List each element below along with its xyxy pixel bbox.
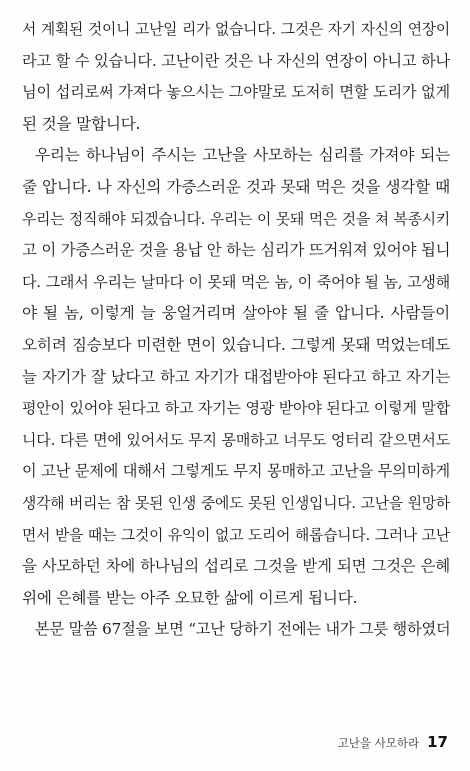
body-text — [22, 14, 450, 646]
text-line: 우리는 하나님이 주시는 고난을 사모하는 심리를 가져야 되는 — [35, 146, 450, 165]
text-line: 면서 받을 때는 그것이 유익이 없고 도리어 해롭습니다. 그러나 고난 — [22, 526, 450, 544]
text-line: 본문 말씀 67절을 보면 “고난 당하기 전에는 내가 그릇 행하였더 — [35, 620, 451, 639]
text-line: 서 계획된 것이니 고난일 리가 없습니다. 그것은 자기 자신의 연장이 — [22, 21, 450, 38]
text-line: 우리는 정직해야 되겠습니다. 우리는 이 못돼 먹은 것을 쳐 복종시키 — [22, 210, 450, 228]
text-line: 다. 그래서 우리는 날마다 이 못돼 먹은 놈, 이 죽어야 될 놈, 고생해 — [22, 272, 450, 291]
text-line: 평안이 있어야 된다고 하고 자기는 영광 받아야 된다고 이렇게 말합 — [22, 399, 450, 418]
page-number: 17 — [427, 733, 448, 751]
text-line: 야 될 놈, 이렇게 늘 웅얼거리며 살아야 될 줄 압니다. 사람들이 — [22, 304, 450, 323]
text-line: 님이 섭리로써 가져다 놓으시는 그야말로 도저히 면할 도리가 없게 — [22, 83, 450, 102]
text-line: 늘 자기가 잘 났다고 하고 자기가 대접받아야 된다고 하고 자기는 — [22, 367, 450, 386]
page-footer — [338, 733, 448, 753]
text-line: 라고 할 수 있습니다. 고난이란 것은 나 자신의 연장이 아니고 하나 — [22, 51, 450, 70]
text-line: 위에 은혜를 받는 아주 오묘한 삶에 이르게 됩니다. — [22, 588, 358, 607]
text-line: 니다. 다른 면에 있어서도 무지 몽매하고 너무도 엉터리 같으면서도 — [22, 430, 450, 449]
text-line: 줄 압니다. 나 자신의 가증스러운 것과 못돼 먹은 것을 생각할 때 — [22, 177, 450, 196]
text-line: 고 이 가증스러운 것을 용납 안 하는 심리가 뜨거워져 있어야 됩니 — [22, 241, 451, 260]
text-line: 생각해 버리는 참 못된 인생 중에도 못된 인생입니다. 고난을 원망하 — [22, 494, 450, 512]
running-title: 고난을 사모하라 — [337, 736, 420, 750]
text-line: 이 고난 문제에 대해서 그렇게도 무지 몽매하고 고난을 무의미하게 — [22, 462, 450, 481]
text-line: 오히려 짐승보다 미련한 면이 있습니다. 그렇게 못돼 먹었는데도 — [22, 335, 450, 354]
text-line: 된 것을 말합니다. — [22, 114, 141, 133]
text-line: 을 사모하던 차에 하나님의 섭리로 그것을 받게 되면 그것은 은혜 — [22, 557, 450, 576]
